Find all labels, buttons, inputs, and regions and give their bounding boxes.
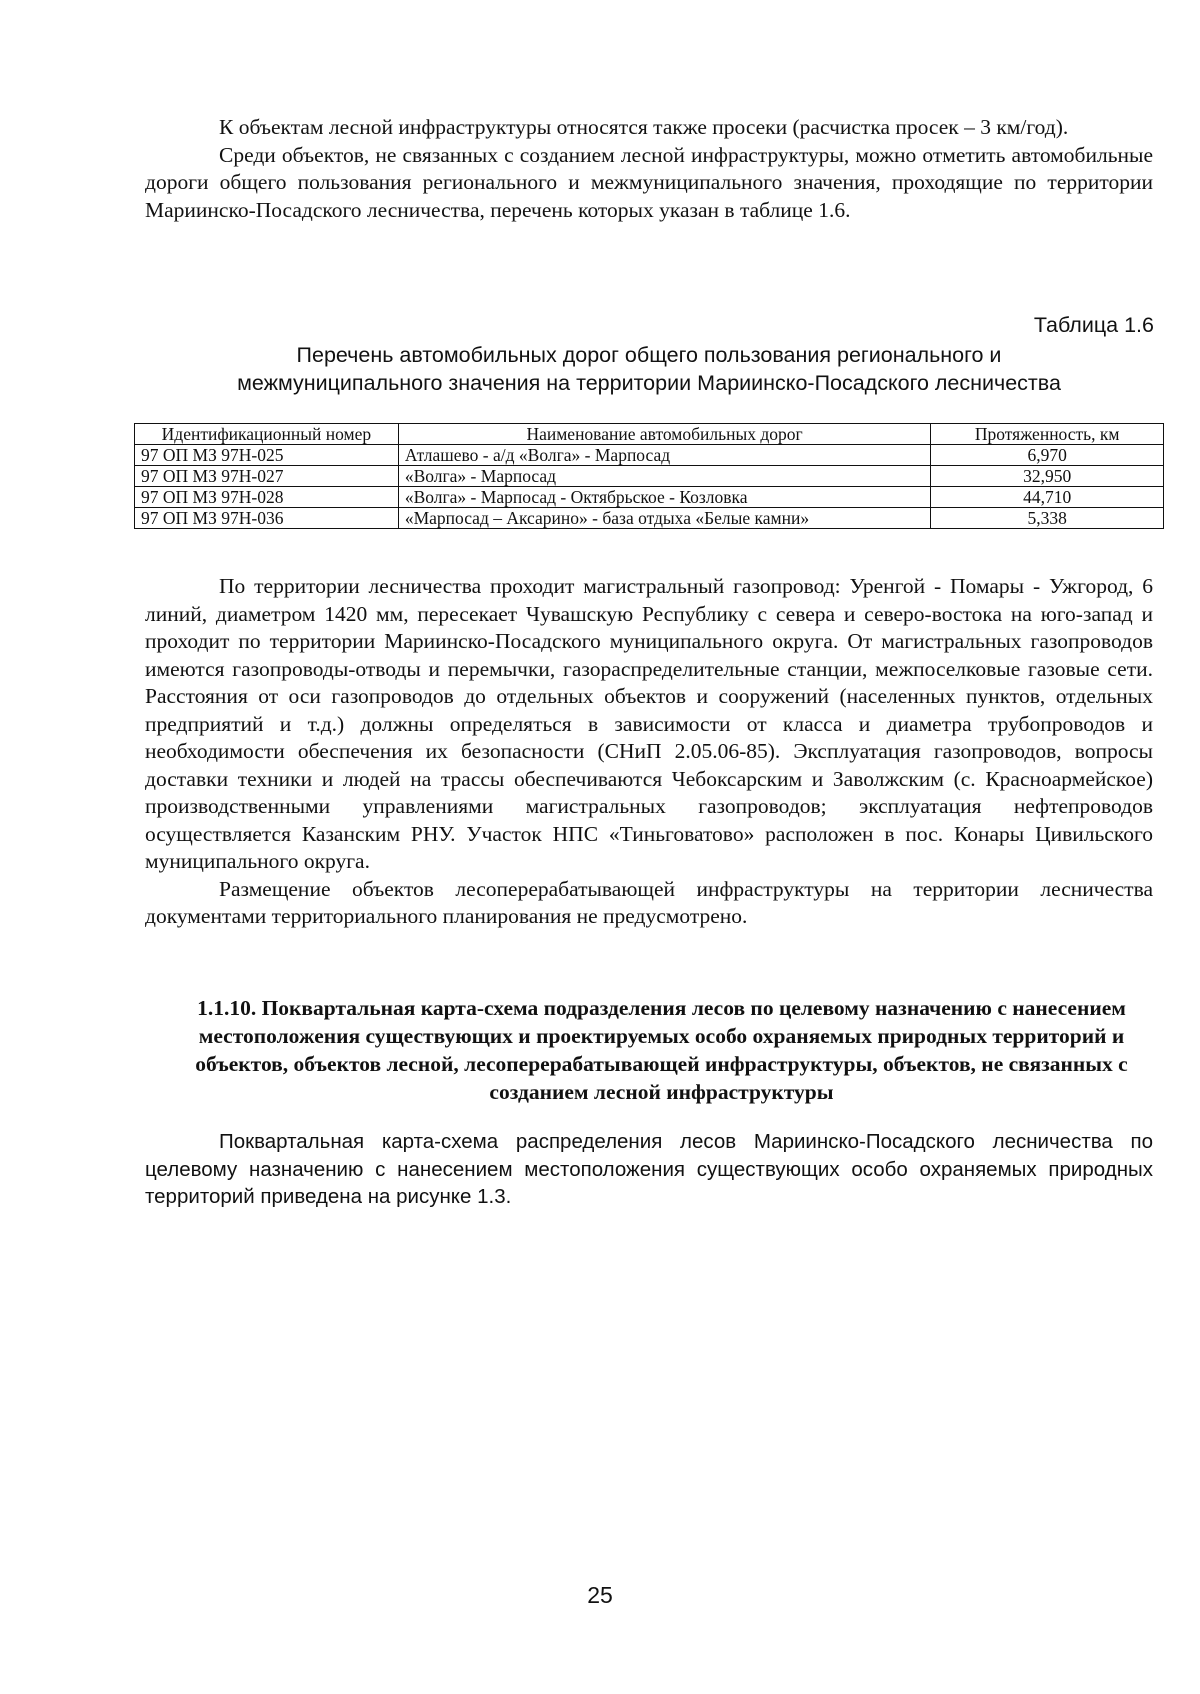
road-id: 97 ОП МЗ 97Н-025: [135, 445, 399, 466]
road-length: 44,710: [931, 487, 1164, 508]
road-length: 6,970: [931, 445, 1164, 466]
header-length: Протяженность, км: [931, 424, 1164, 445]
header-id: Идентификационный номер: [135, 424, 399, 445]
table-row: [135, 508, 1164, 529]
table-title-line-2: межмуниципального значения на территории Мариинско-Посадского лесничества: [237, 371, 1061, 395]
gas-pipeline-block: [145, 573, 1153, 931]
header-road-name: Наименование автомобильных дорог: [398, 424, 931, 445]
road-length: 5,338: [931, 508, 1164, 529]
section-heading: 1.1.10. Поквартальная карта-схема подразделения лесов по целевому назначению с нанесением местоположения существующих и проектируемых особо охраняемых природных территорий и объектов, объектов лесной, лесоперерабатывающей инфраструктуры, объектов, не связанных с созданием лесной инфраструктуры: [195, 996, 1128, 1104]
page-number: 25: [587, 1582, 613, 1608]
road-name: «Марпосад – Аксарино» - база отдыха «Белые камни»: [398, 508, 931, 529]
intro-paragraph-1: К объектам лесной инфраструктуры относятся также просеки (расчистка просек – 3 км/год).: [219, 115, 1069, 139]
table-number: Таблица 1.6: [1033, 313, 1154, 337]
road-id: 97 ОП МЗ 97Н-028: [135, 487, 399, 508]
road-name: Атлашево - а/д «Волга» - Марпосад: [398, 445, 931, 466]
roads-table: [134, 423, 1164, 529]
table-row: [135, 487, 1164, 508]
table-row: [135, 466, 1164, 487]
gas-paragraph-1: По территории лесничества проходит магистральный газопровод: Уренгой - Помары - Ужгород, 6 линий, диаметром 1420 мм, пересекает Чувашскую Республику с севера и северо-востока на юго-запад и проходит по территории Мариинско-Посадского муниципального округа. От магистральных газопроводов имеются газопроводы-отводы и перемычки, газораспределительные станции, межпоселковые газовые сети. Расстояния от оси газопроводов до отдельных объектов и сооружений (населенных пунктов, отдельных предприятий и т.д.) должны определяться в зависимости от класса и диаметра трубопроводов и необходимости обеспечения их безопасности (СНиП 2.05.06-85). Эксплуатация газопроводов, вопросы доставки техники и людей на трассы обеспечиваются Чебоксарским и Заволжским (с. Красноармейское) производственными управлениями магистральных газопроводов; эксплуатация нефтепроводов осуществляется Казанским РНУ. Участок НПС «Тиньговатово» расположен в пос. Конары Цивильского муниципального округа.: [145, 574, 1153, 873]
road-name: «Волга» - Марпосад - Октябрьское - Козловка: [398, 487, 931, 508]
gas-paragraph-2: Размещение объектов лесоперерабатывающей инфраструктуры на территории лесничества документами территориального планирования не предусмотрено.: [145, 876, 1153, 928]
table-title-line-1: Перечень автомобильных дорог общего пользования регионального и: [296, 343, 1002, 367]
road-id: 97 ОП МЗ 97Н-036: [135, 508, 399, 529]
section-block: [145, 1128, 1153, 1211]
table-row: [135, 445, 1164, 466]
table-header-row: [135, 424, 1164, 445]
intro-block: [145, 114, 1153, 224]
table-title: [145, 341, 1153, 397]
road-length: 32,950: [931, 466, 1164, 487]
road-name: «Волга» - Марпосад: [398, 466, 931, 487]
road-id: 97 ОП МЗ 97Н-027: [135, 466, 399, 487]
section-paragraph-1: Поквартальная карта-схема распределения лесов Мариинско-Посадского лесничества по целевому назначению с нанесением местоположения существующих особо охраняемых природных территорий приведена на рисунке 1.3.: [145, 1130, 1153, 1208]
intro-paragraph-2: Среди объектов, не связанных с созданием лесной инфраструктуры, можно отметить автомобильные дороги общего пользования регионального и межмуниципального значения, проходящие по территории Мариинско-Посадского лесничества, перечень которых указан в таблице 1.6.: [145, 142, 1153, 222]
